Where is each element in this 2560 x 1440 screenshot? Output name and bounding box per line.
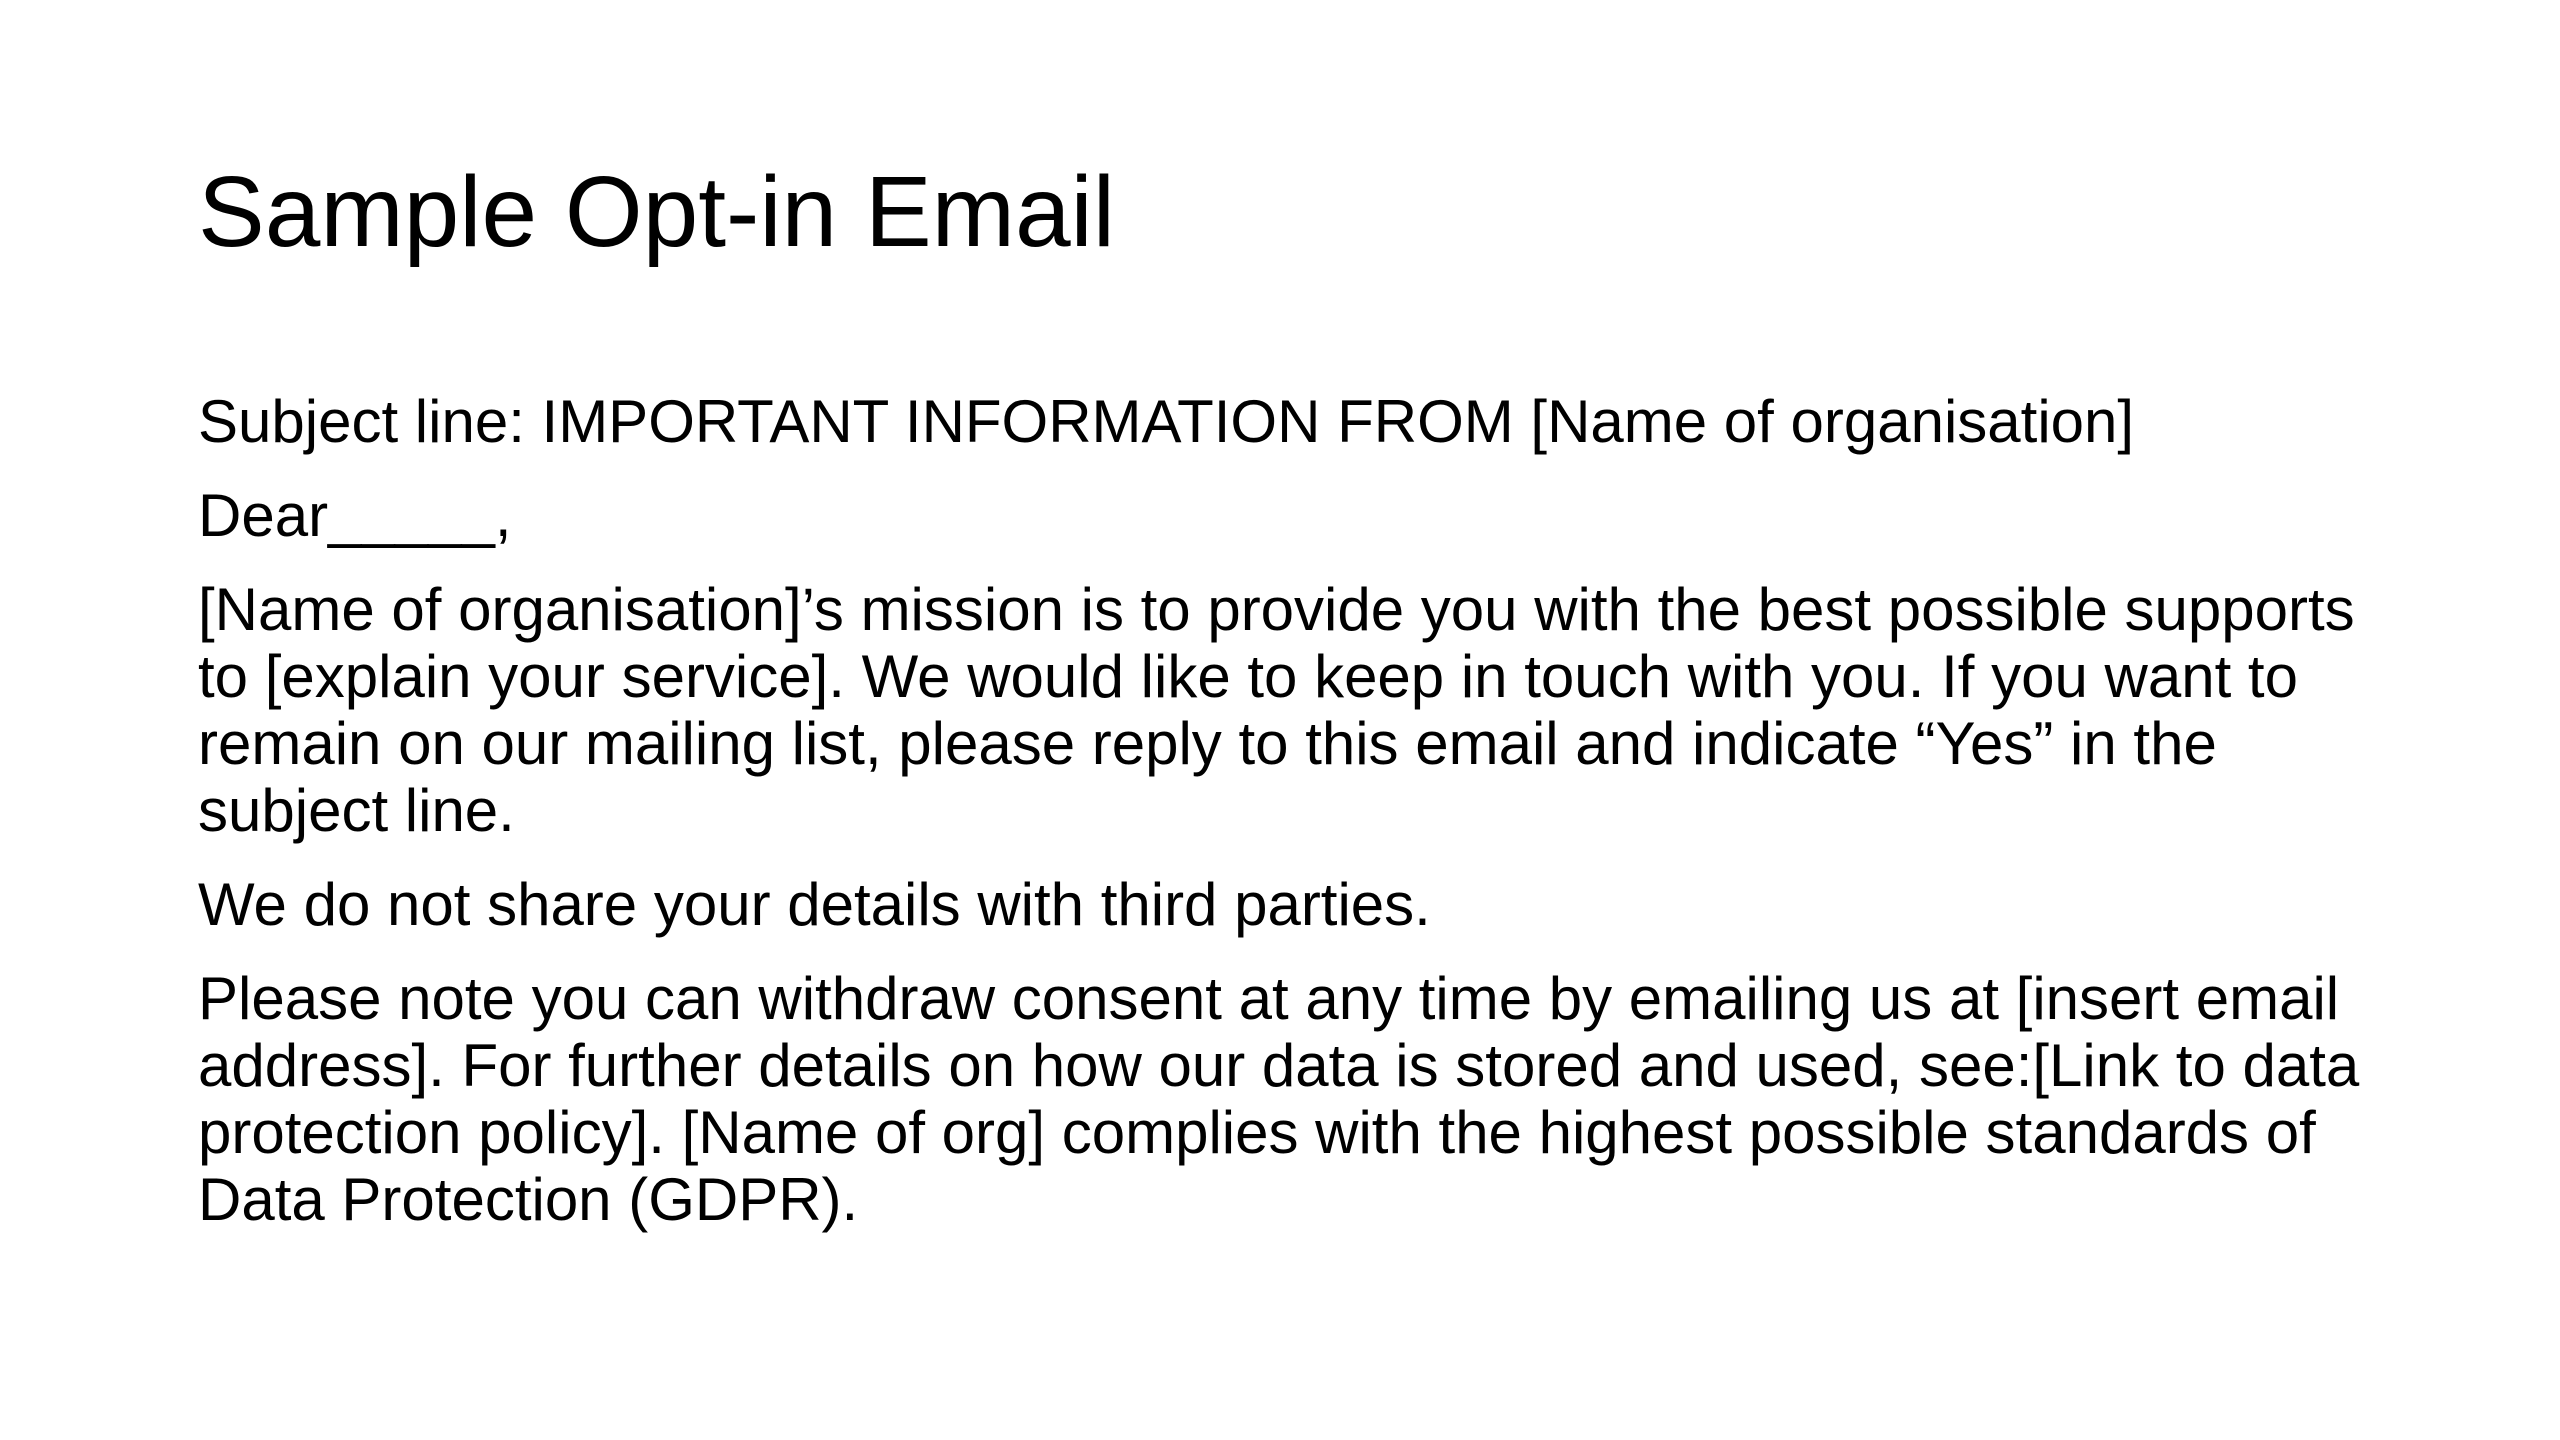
slide-title: Sample Opt-in Email <box>198 156 1115 268</box>
consent-paragraph: Please note you can withdraw consent at any time by emailing us at [insert email address]. For further details on how our data is stored and used, see:[Link to data protection policy]. [Name of org] complies with the highest possible standards of Data Protection (GDPR). <box>198 965 2360 1233</box>
privacy-paragraph: We do not share your details with third parties. <box>198 871 1431 938</box>
slide-body <box>198 388 2418 1260</box>
salutation-paragraph: Dear_____, <box>198 482 512 549</box>
mission-paragraph: [Name of organisation]’s mission is to provide you with the best possible supports to [explain your service]. We would like to keep in touch with you. If you want to remain on our mailing list, please reply to this email and indicate “Yes” in the subject line. <box>198 576 2355 844</box>
subject-line-paragraph: Subject line: IMPORTANT INFORMATION FROM [Name of organisation] <box>198 388 2135 455</box>
